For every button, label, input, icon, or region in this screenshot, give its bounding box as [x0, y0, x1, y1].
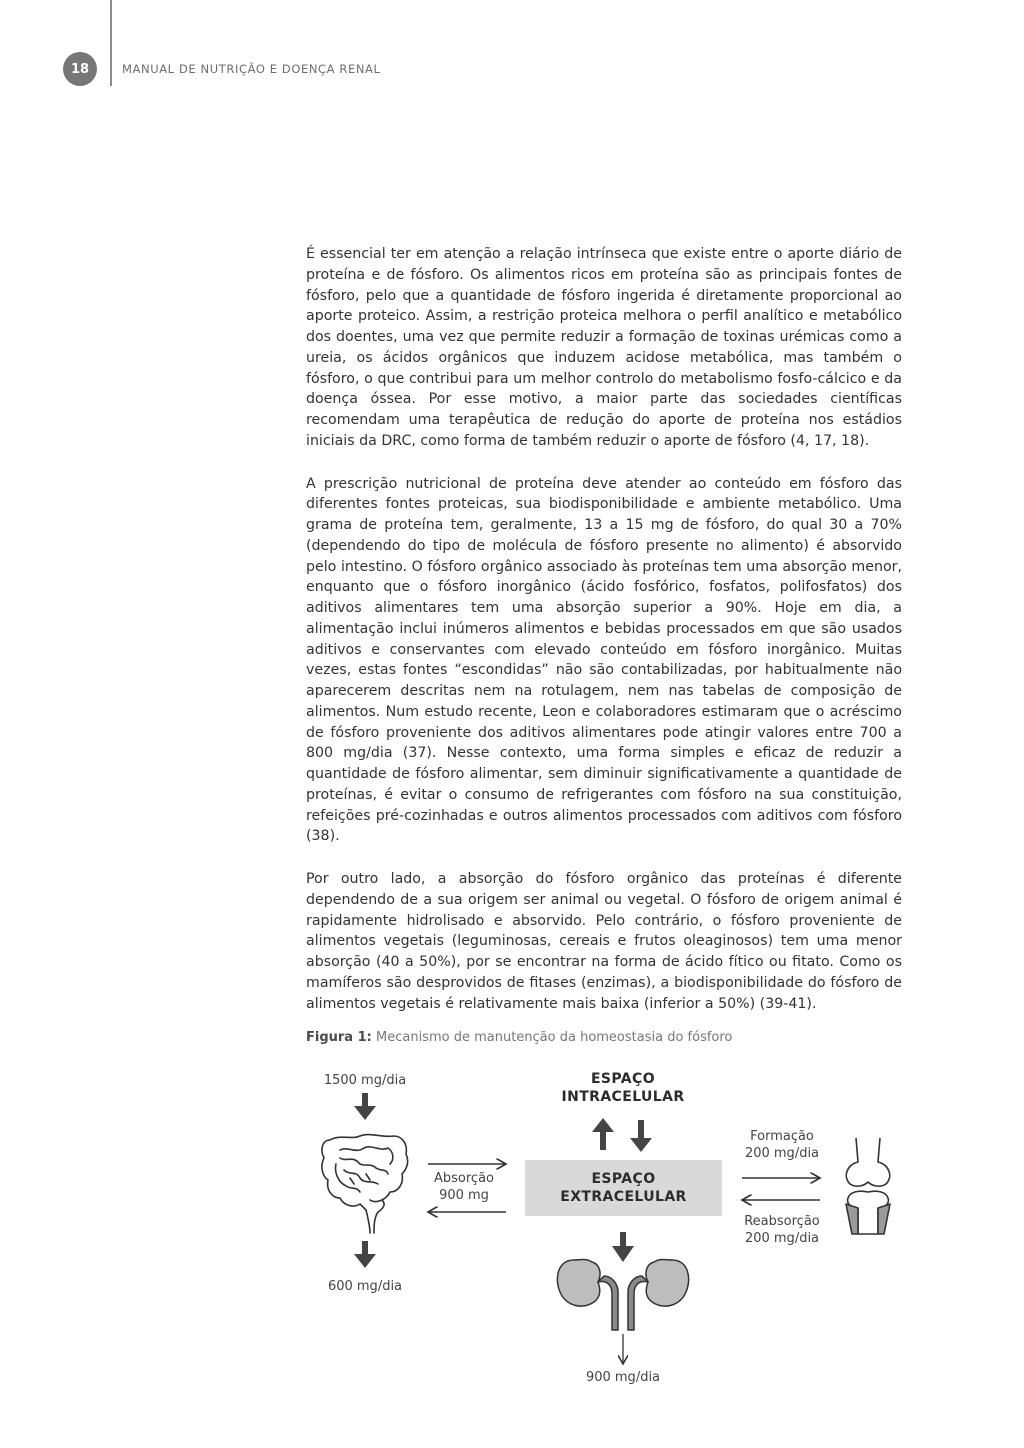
absorption-label	[428, 1170, 500, 1204]
extracellular-space-label	[525, 1170, 722, 1206]
bone-resorption-label	[736, 1213, 828, 1247]
figure-caption	[306, 1030, 732, 1045]
figure-caption-label: Figura 1:	[306, 1030, 372, 1045]
running-title: MANUAL DE NUTRIÇÃO E DOENÇA RENAL	[122, 62, 381, 76]
header-divider	[110, 0, 112, 86]
phosphorus-homeostasis-figure	[300, 1058, 910, 1398]
bone-exchange-arrows	[742, 1178, 820, 1200]
absorption-label-line1: Absorção	[434, 1171, 494, 1186]
kidney-input-arrow	[612, 1232, 634, 1262]
intake-arrow	[354, 1093, 376, 1120]
resorption-line1: Reabsorção	[744, 1214, 820, 1229]
intracellular-exchange-arrows	[592, 1118, 652, 1152]
resorption-line2: 200 mg/dia	[744, 1231, 820, 1246]
page-number-badge: 18	[63, 52, 97, 86]
paragraph: A prescrição nutricional de proteína deve atender ao conteúdo em fósforo das diferentes fontes proteicas, sua biodisponibilidade e ambiente metabólico. Uma grama de proteína tem, geralmente, 13 a 15 mg de fósforo, do qual 30 a 70% (dependendo do tipo de molécula de fósforo presente no alimento) é absorvido pelo intestino. O fósforo orgânico associado às proteínas tem uma absorção menor, enquanto que o fósforo inorgânico (ácido fosfórico, fosfatos, polifosfatos) dos aditivos alimentares tem uma absorção superior a 90%. Hoje em dia, a alimentação inclui inúmeros alimentos e bebidas processados em que são usados aditivos e conservantes com elevado conteúdo em fósforo inorgânico. Muitas vezes, estas fontes “escondidas” não são contabilizadas, por habitualmente não aparecerem descritas nem na rotulagem, nem nas tabelas de composição de alimentos. Num estudo recente, Leon e colaboradores estimaram que o acréscimo de fósforo proveniente dos aditivos alimentares pode atingir valores entre 700 a 800 mg/dia (37). Nesse contexto, uma forma simples e eficaz de reduzir a quantidade de fósforo alimentar, sem diminuir significativamente a quantidade de proteínas, é evitar o consumo de refrigerantes com fósforo na sua constituição, refeições pré-cozinhadas e outros alimentos processados com aditivos com fósforo (38).	[306, 475, 902, 845]
intracellular-line1: ESPAÇO	[590, 1071, 656, 1087]
paragraph: Por outro lado, a absorção do fósforo orgânico das proteínas é diferente dependendo de a sua origem ser animal ou vegetal. O fósforo de origem animal é rapidamente hidrolisado e absorvido. Pelo contrário, o fósforo proveniente de alimentos vegetais (leguminosas, cereais e frutos oleaginosos) tem uma menor absorção (40 a 50%), por se encontrar na forma de ácido fítico ou fitato. Como os mamíferos são desprovidos de fitases (enzimas), a biodisponibilidade do fósforo de alimentos vegetais é relativamente mais baixa (inferior a 50%) (39-41).	[306, 871, 902, 1012]
formation-line1: Formação	[750, 1129, 814, 1144]
fecal-excretion-label: 600 mg/dia	[327, 1279, 403, 1294]
intestine-icon	[322, 1135, 408, 1233]
paragraph: É essencial ter em atenção a relação intrínseca que existe entre o aporte diário de proteína e de fósforo. Os alimentos ricos em proteína são as principais fontes de fósforo, pelo que a quantidade de fósforo ingerida é diretamente proporcional ao aporte proteico. Assim, a restrição proteica melhora o perfil analítico e metabólico dos doentes, uma vez que permite reduzir a formação de toxinas urémicas como a ureia, os ácidos orgânicos que induzem acidose metabólica, mas também o fósforo, o que contribui para um melhor controlo do metabolismo fosfo-cálcico e da doença óssea. Por esse motivo, a maior parte das sociedades científicas recomendam uma terapêutica de redução do aporte de proteína nos estádios iniciais da DRC, como forma de também reduzir o aporte de fósforo (4, 17, 18).	[306, 246, 902, 449]
bone-formation-label	[736, 1128, 828, 1162]
figure-caption-text: Mecanismo de manutenção da homeostasia do fósforo	[376, 1030, 733, 1045]
extracellular-line1: ESPAÇO	[591, 1171, 656, 1187]
urinary-excretion-label: 900 mg/dia	[585, 1370, 661, 1385]
fecal-arrow	[354, 1241, 376, 1268]
absorption-label-line2: 900 mg	[439, 1188, 489, 1203]
bone-joint-icon	[846, 1138, 890, 1234]
intracellular-space-label	[543, 1070, 703, 1106]
kidneys-icon	[557, 1260, 688, 1331]
body-text	[306, 244, 902, 1036]
intake-label: 1500 mg/dia	[323, 1073, 407, 1088]
formation-line2: 200 mg/dia	[744, 1146, 820, 1161]
intracellular-line2: INTRACELULAR	[561, 1089, 685, 1105]
extracellular-line2: EXTRACELULAR	[560, 1189, 687, 1205]
